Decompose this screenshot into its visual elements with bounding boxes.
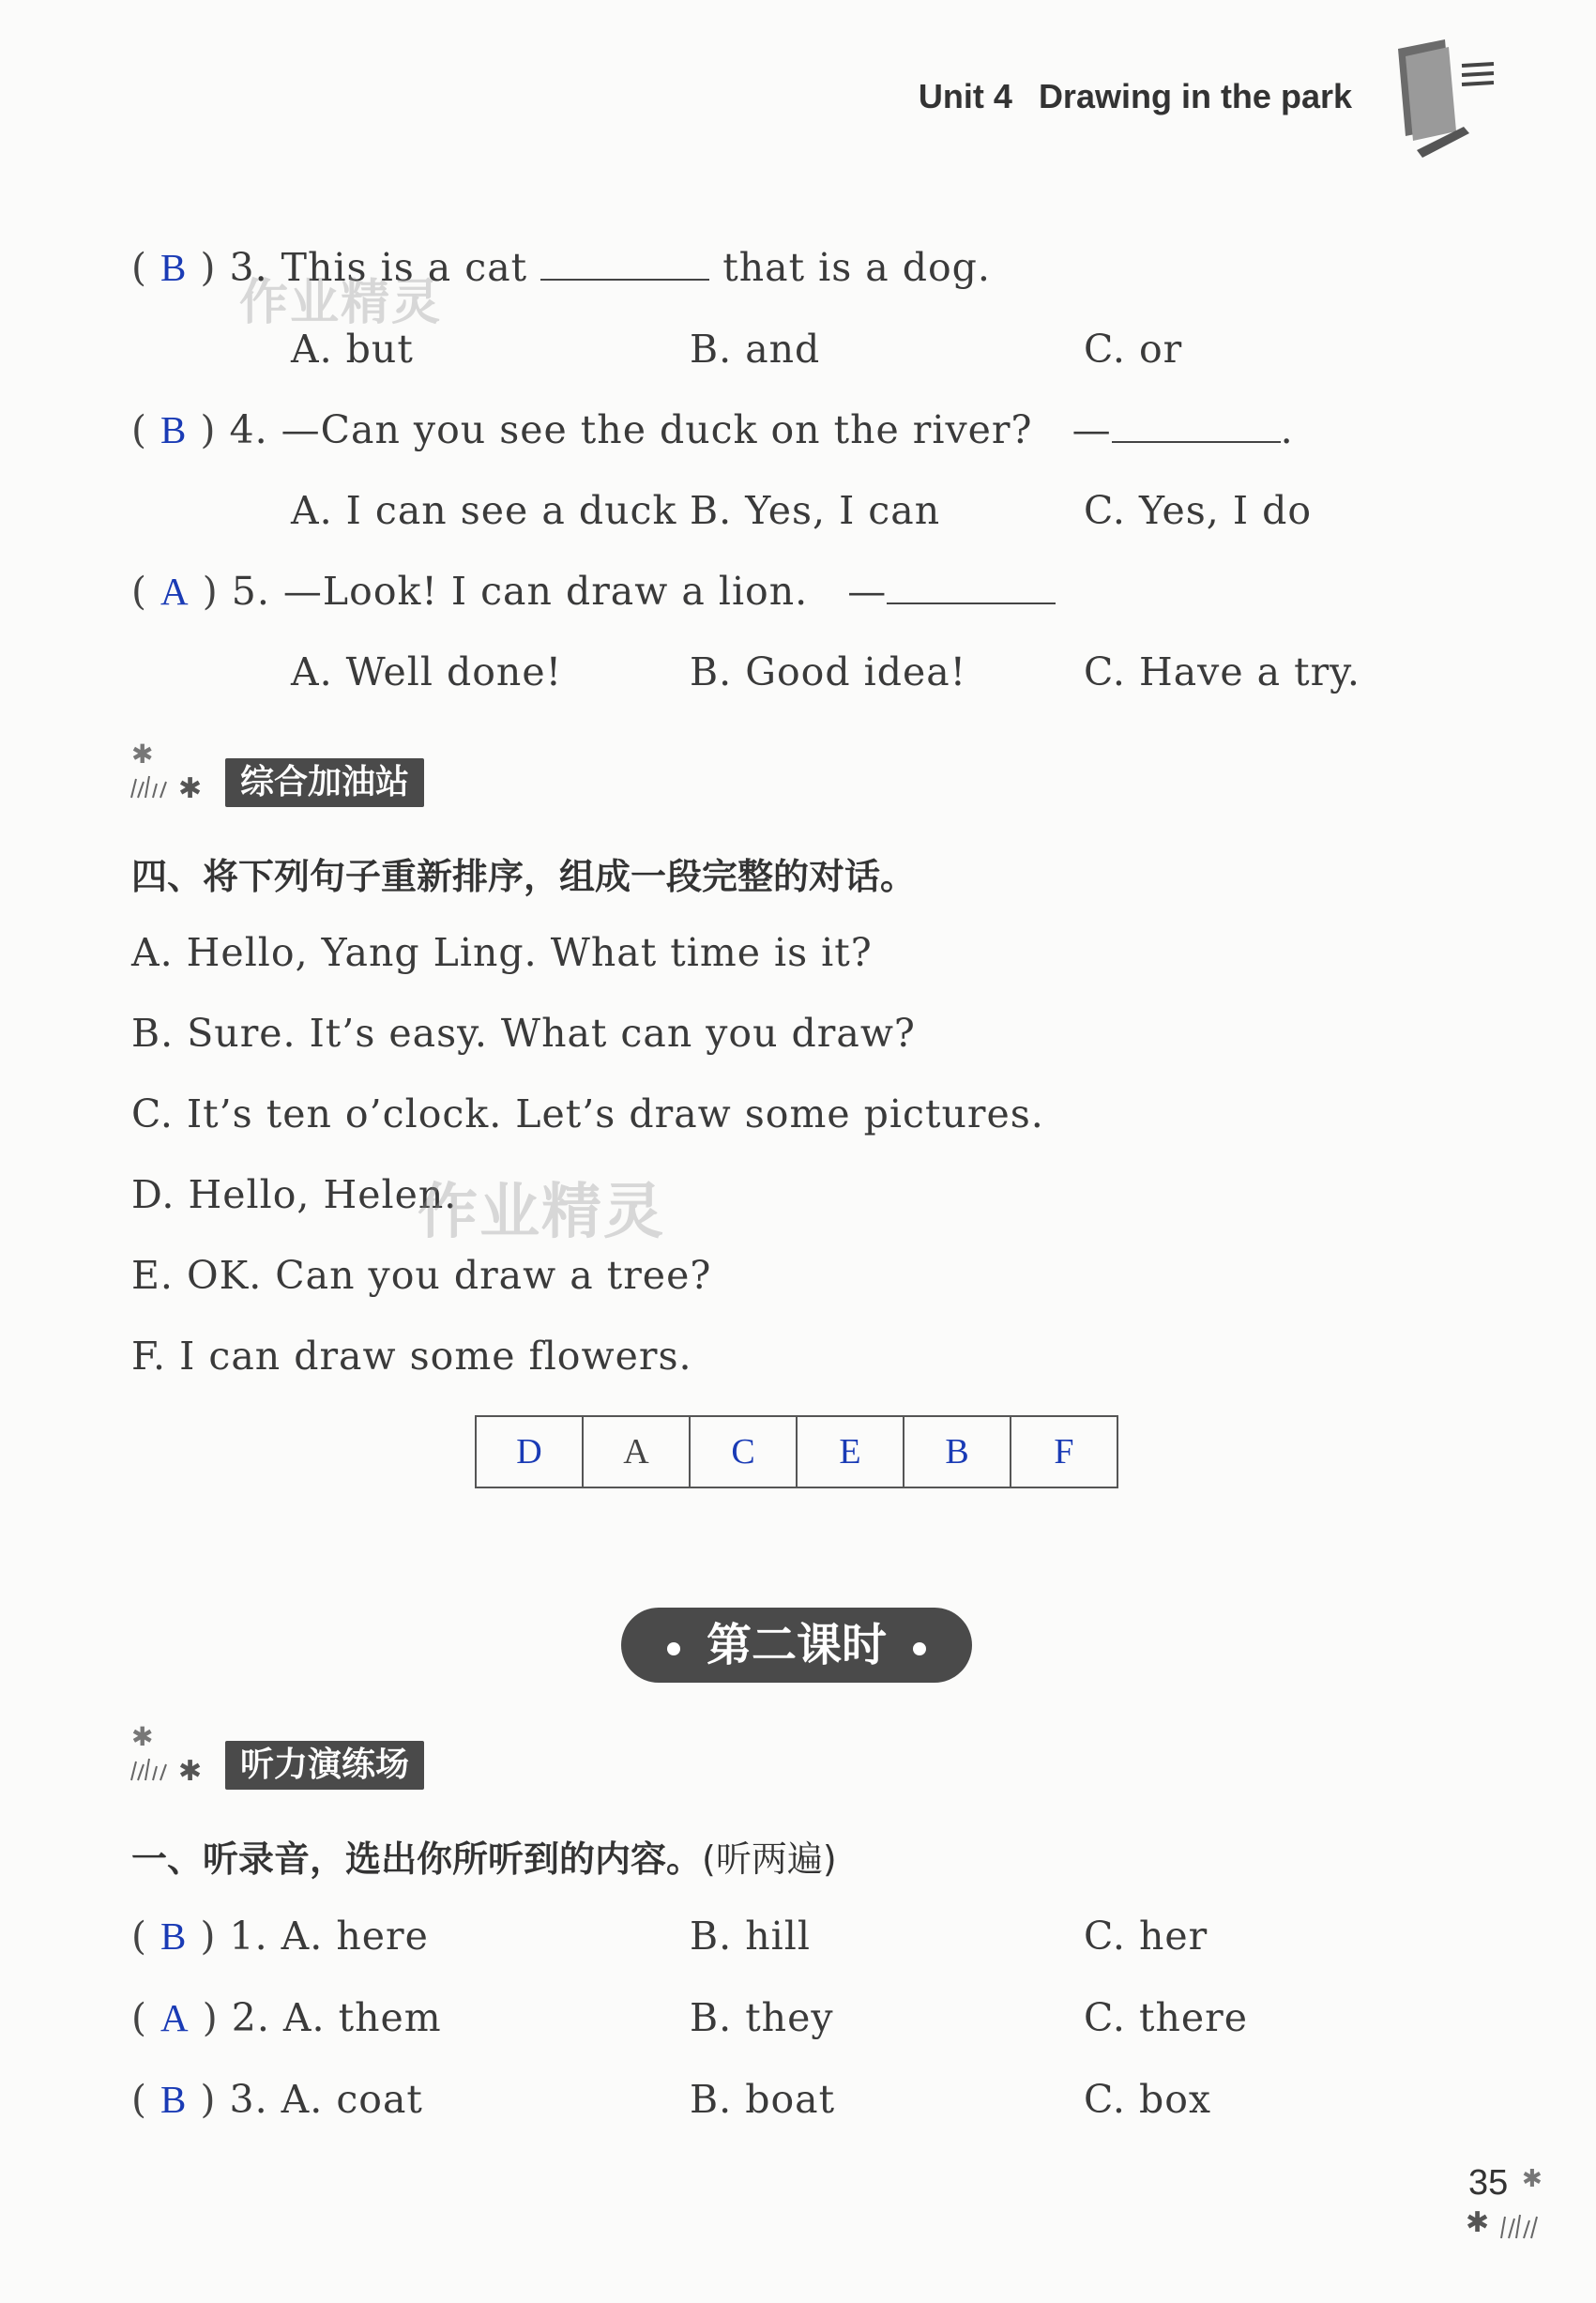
- option-5b: B. Good idea!: [690, 649, 967, 694]
- watermark: 作业精灵: [418, 1178, 665, 1247]
- listen-option-3b: B. boat: [690, 2077, 836, 2122]
- answer-3: B: [160, 246, 188, 289]
- sentence-f: F. I can draw some flowers.: [131, 1334, 692, 1379]
- listen-option-3c: C. box: [1084, 2077, 1212, 2122]
- answer-blank: [1112, 440, 1281, 443]
- question-5: ( A ) 5. —Look! I can draw a lion. —: [131, 572, 1056, 611]
- sentence-b: B. Sure. It’s easy. What can you draw?: [131, 1011, 916, 1056]
- listen1-title: 一、听录音，选出你所听到的内容。(听两遍): [131, 1838, 837, 1880]
- page-header: [919, 77, 1352, 116]
- answer-5: A: [160, 570, 190, 613]
- flower-grass-icon: [127, 737, 216, 802]
- order-cell-1: D: [476, 1416, 583, 1487]
- flower-grass-icon: [1464, 2158, 1558, 2252]
- unit-label: Unit 4: [918, 77, 1012, 115]
- sentence-c: C. It’s ten o’clock. Let’s draw some pictures.: [131, 1091, 1044, 1136]
- dot-icon: [913, 1642, 926, 1655]
- order-cell-6: F: [1011, 1416, 1117, 1487]
- question-3: ( B ) 3. This is a cat that is a dog.: [131, 245, 991, 290]
- option-3b: B. and: [690, 327, 821, 372]
- answer-blank: [540, 278, 709, 281]
- order-answer-table: [475, 1415, 1118, 1488]
- book-icon: [1389, 38, 1501, 160]
- listen-item-1: ( B ) 1. A. here: [131, 1914, 429, 1959]
- dot-icon: [667, 1642, 680, 1655]
- option-4b: B. Yes, I can: [690, 488, 941, 533]
- listen-item-3: ( B ) 3. A. coat: [131, 2077, 423, 2122]
- option-5c: C. Have a try.: [1084, 649, 1360, 694]
- listen-answer-1: B: [160, 1914, 188, 1958]
- order-cell-2: A: [583, 1416, 690, 1487]
- order-cell-5: B: [904, 1416, 1011, 1487]
- option-3a: A. but: [291, 327, 414, 372]
- option-3c: C. or: [1084, 327, 1183, 372]
- unit-title: Drawing in the park: [1038, 77, 1352, 115]
- order-cell-4: E: [797, 1416, 904, 1487]
- listen-option-2c: C. there: [1084, 1995, 1248, 2040]
- svg-text:✱: ✱: [131, 739, 154, 770]
- watermark: 作业精灵: [239, 275, 443, 331]
- lesson-banner: 第二课时: [621, 1608, 972, 1683]
- svg-text:✱: ✱: [1466, 2206, 1490, 2239]
- sentence-a: A. Hello, Yang Ling. What time is it?: [131, 930, 873, 975]
- section-tag-comprehensive: 综合加油站: [225, 758, 424, 807]
- order-cell-3: C: [690, 1416, 797, 1487]
- listen-answer-3: B: [160, 2078, 188, 2121]
- svg-text:✱: ✱: [178, 1755, 203, 1785]
- answer-4: B: [160, 408, 188, 451]
- flower-grass-icon: [127, 1719, 216, 1785]
- answer-blank: [887, 602, 1056, 604]
- option-5a: A. Well done!: [291, 649, 563, 694]
- listen-item-2: ( A ) 2. A. them: [131, 1995, 442, 2040]
- svg-text:✱: ✱: [131, 1721, 154, 1752]
- listen-option-2b: B. they: [690, 1995, 834, 2040]
- option-4c: C. Yes, I do: [1084, 488, 1313, 533]
- sentence-d: D. Hello, Helen.: [131, 1172, 458, 1217]
- listen-answer-2: A: [160, 1996, 190, 2039]
- part4-title: 四、将下列句子重新排序，组成一段完整的对话。: [131, 856, 917, 897]
- option-4a: A. I can see a duck: [291, 488, 677, 533]
- listen-option-1b: B. hill: [690, 1914, 811, 1959]
- section-tag-listening: 听力演练场: [225, 1741, 424, 1790]
- svg-text:✱: ✱: [1522, 2165, 1543, 2193]
- sentence-e: E. OK. Can you draw a tree?: [131, 1253, 712, 1298]
- question-4: ( B ) 4. —Can you see the duck on the river? — .: [131, 407, 1294, 452]
- listen-option-1c: C. her: [1084, 1914, 1208, 1959]
- page-number: 35: [1468, 2163, 1509, 2203]
- svg-text:✱: ✱: [178, 772, 203, 802]
